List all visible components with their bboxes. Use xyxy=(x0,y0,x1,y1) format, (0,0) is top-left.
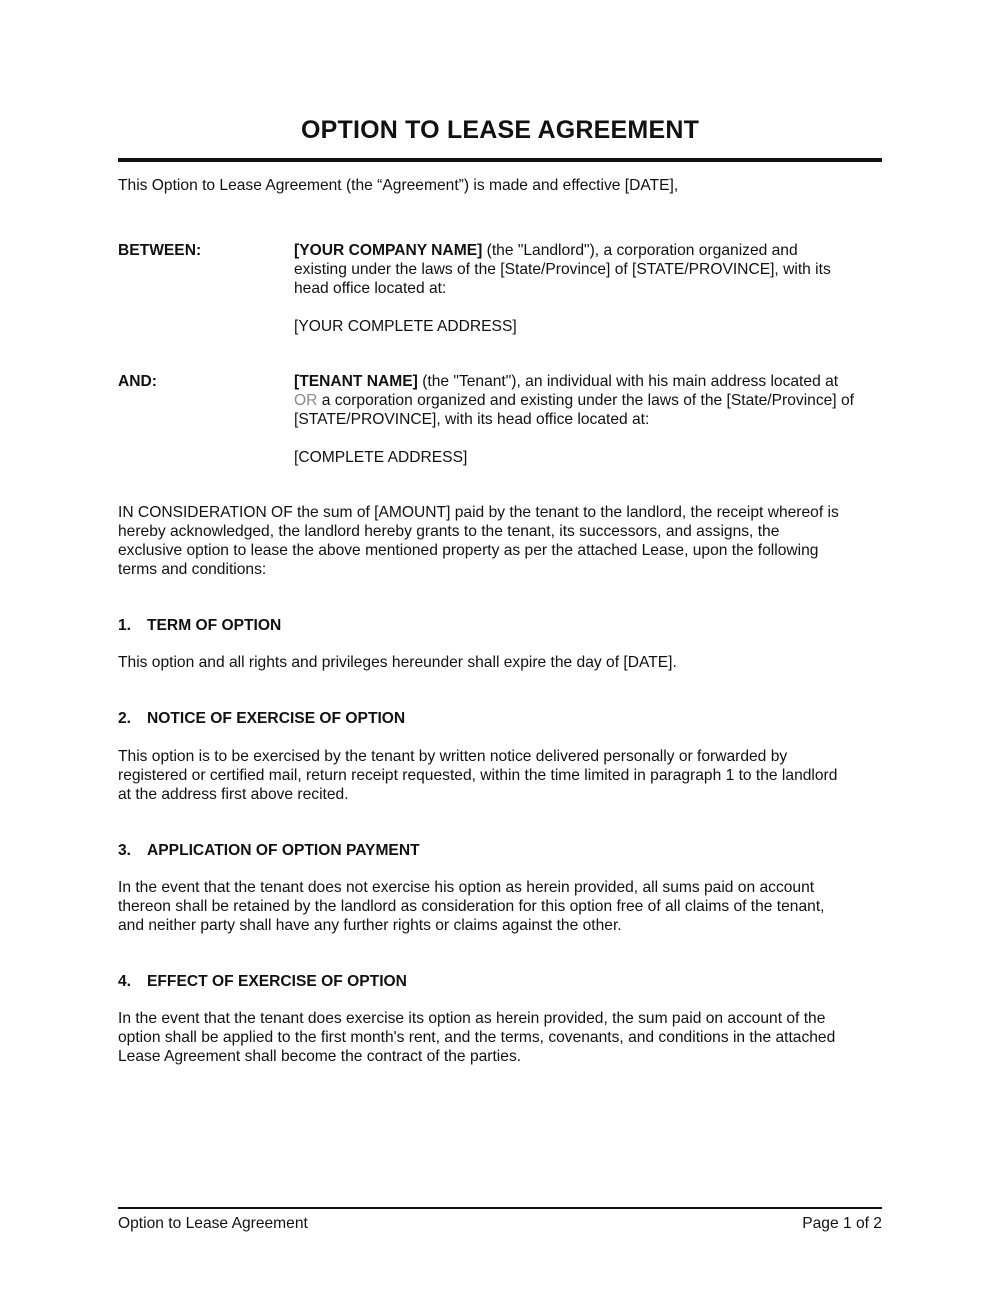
section-4-body xyxy=(118,1009,882,1066)
section-number: 3. xyxy=(118,842,132,859)
section-line: Lease Agreement shall become the contract of the parties. xyxy=(118,1048,522,1065)
section-line: option shall be applied to the first month's rent, and the terms, covenants, and conditions in the attached xyxy=(118,1029,836,1046)
footer-divider xyxy=(118,1207,882,1209)
intro-paragraph: This Option to Lease Agreement (the “Agreement”) is made and effective [DATE], xyxy=(118,177,679,194)
tenant-line-1-text: (the "Tenant"), an individual with his main address located at xyxy=(417,373,839,390)
section-number: 4. xyxy=(118,973,132,990)
section-title: TERM OF OPTION xyxy=(147,617,282,634)
landlord-address: [YOUR COMPLETE ADDRESS] xyxy=(294,318,517,335)
section-3-heading xyxy=(118,841,420,860)
consideration-line: terms and conditions: xyxy=(118,561,267,578)
section-title: EFFECT OF EXERCISE OF OPTION xyxy=(147,973,407,990)
section-line: This option and all rights and privileges hereunder shall expire the day of [DATE]. xyxy=(118,654,677,671)
section-line: In the event that the tenant does exercise its option as herein provided, the sum paid on account of the xyxy=(118,1010,826,1027)
landlord-line-2: existing under the laws of the [State/Province] of [STATE/PROVINCE], with its xyxy=(294,261,831,278)
landlord-party-block xyxy=(294,241,884,336)
section-title: APPLICATION OF OPTION PAYMENT xyxy=(147,842,420,859)
section-line: In the event that the tenant does not exercise his option as herein provided, all sums paid on account xyxy=(118,879,815,896)
landlord-line-1-text: (the "Landlord"), a corporation organized and xyxy=(482,242,798,259)
section-line: thereon shall be retained by the landlord as consideration for this option free of all claims of the tenant, xyxy=(118,898,825,915)
section-line: at the address first above recited. xyxy=(118,786,349,803)
section-number: 1. xyxy=(118,617,132,634)
between-label: BETWEEN: xyxy=(118,242,202,259)
section-line: This option is to be exercised by the tenant by written notice delivered personally or forwarded by xyxy=(118,748,788,765)
tenant-party-block xyxy=(294,372,884,467)
landlord-line-3: head office located at: xyxy=(294,280,447,297)
tenant-line-1 xyxy=(294,372,884,391)
section-line: registered or certified mail, return receipt requested, within the time limited in paragraph 1 to the landlord xyxy=(118,767,838,784)
section-2-body xyxy=(118,747,882,804)
tenant-line-3: [STATE/PROVINCE], with its head office located at: xyxy=(294,411,650,428)
tenant-line-2-text: a corporation organized and existing under the laws of the [State/Province] of xyxy=(317,392,854,409)
section-title: NOTICE OF EXERCISE OF OPTION xyxy=(147,710,406,727)
consideration-paragraph xyxy=(118,503,882,579)
footer-document-name: Option to Lease Agreement xyxy=(118,1215,308,1232)
or-alternative-marker: OR xyxy=(294,392,318,409)
section-3-body xyxy=(118,878,882,935)
section-1-body xyxy=(118,653,882,672)
consideration-line: hereby acknowledged, the landlord hereby grants to the tenant, its successors, and assigns, the xyxy=(118,523,780,540)
section-line: and neither party shall have any further rights or claims against the other. xyxy=(118,917,622,934)
footer-page-number: Page 1 of 2 xyxy=(802,1215,882,1232)
landlord-name: [YOUR COMPANY NAME] xyxy=(294,242,483,259)
landlord-line-1 xyxy=(294,241,884,260)
document-title: OPTION TO LEASE AGREEMENT xyxy=(300,116,700,144)
consideration-line: exclusive option to lease the above mentioned property as per the attached Lease, upon the following xyxy=(118,542,819,559)
title-divider xyxy=(118,158,882,162)
section-4-heading xyxy=(118,972,407,991)
tenant-line-2 xyxy=(294,391,884,410)
consideration-line: IN CONSIDERATION OF the sum of [AMOUNT] paid by the tenant to the landlord, the receipt whereof is xyxy=(118,504,839,521)
section-2-heading xyxy=(118,709,405,728)
tenant-address: [COMPLETE ADDRESS] xyxy=(294,449,468,466)
and-label: AND: xyxy=(118,373,157,390)
section-1-heading xyxy=(118,616,281,635)
tenant-name: [TENANT NAME] xyxy=(294,373,418,390)
section-number: 2. xyxy=(118,710,132,727)
